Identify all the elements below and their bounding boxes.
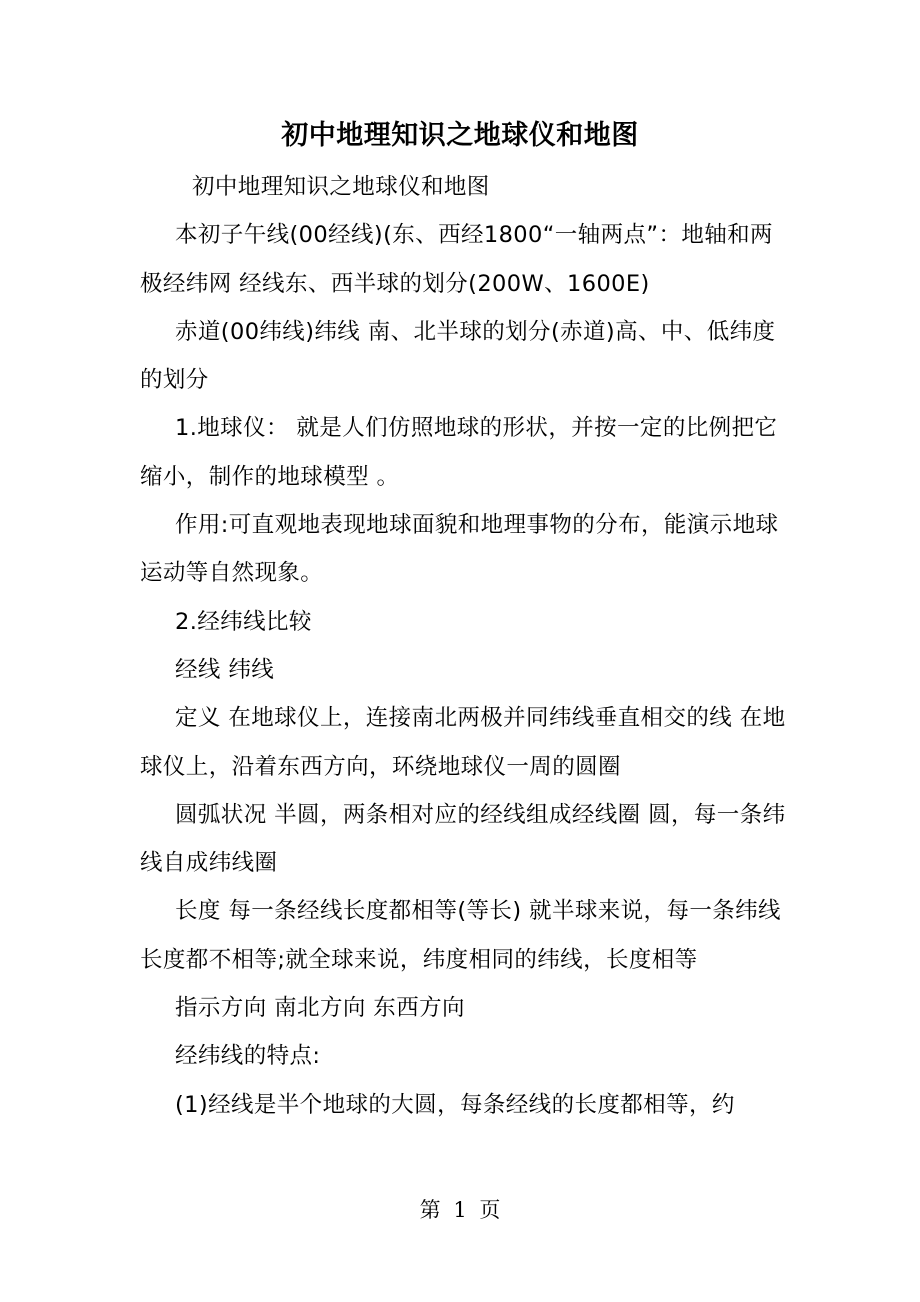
document-title: 初中地理知识之地球仪和地图 [281,120,639,151]
section-heading: 2.经纬线比较 [175,608,312,635]
features-heading: 经纬线的特点: [175,1043,321,1070]
arc-shape-paragraph: 圆弧状况 半圆，两条相对应的经线组成经线圈 圆，每一条纬线自成纬线圈 [140,801,786,877]
definition-paragraph: 定义 在地球仪上，连接南北两极并同纬线垂直相交的线 在地球仪上，沿着东西方向，环绕地球仪一周的圆圈 [140,705,786,780]
comparison-header: 经线 纬线 [175,656,275,683]
document-body [140,163,790,1129]
meridian-feature-paragraph: (1)经线是半个地球的大圆，每条经线的长度都相等，约 [175,1091,735,1118]
page-number: 第 1 页 [419,1198,501,1222]
subtitle-paragraph: 初中地理知识之地球仪和地图 [192,174,490,200]
length-paragraph: 长度 每一条经线长度都相等(等长) 就半球来说，每一条纬线长度都不相等;就全球来说，纬度相同的纬线，长度相等 [140,898,781,973]
globe-definition-paragraph: 1.地球仪： 就是人们仿照地球的形状，并按一定的比例把它缩小，制作的地球模型 。 [140,415,778,490]
direction-paragraph: 指示方向 南北方向 东西方向 [175,995,465,1022]
equator-paragraph: 赤道(00纬线)纬线 南、北半球的划分(赤道)高、中、低纬度的划分 [140,318,776,394]
prime-meridian-paragraph: 本初子午线(00经线)(东、西经1800“一轴两点”：地轴和两极经纬网 经线东、西半球的划分(200W、1600E) [140,222,773,297]
globe-function-paragraph: 作用:可直观地表现地球面貌和地理事物的分布，能演示地球运动等自然现象。 [140,512,779,587]
